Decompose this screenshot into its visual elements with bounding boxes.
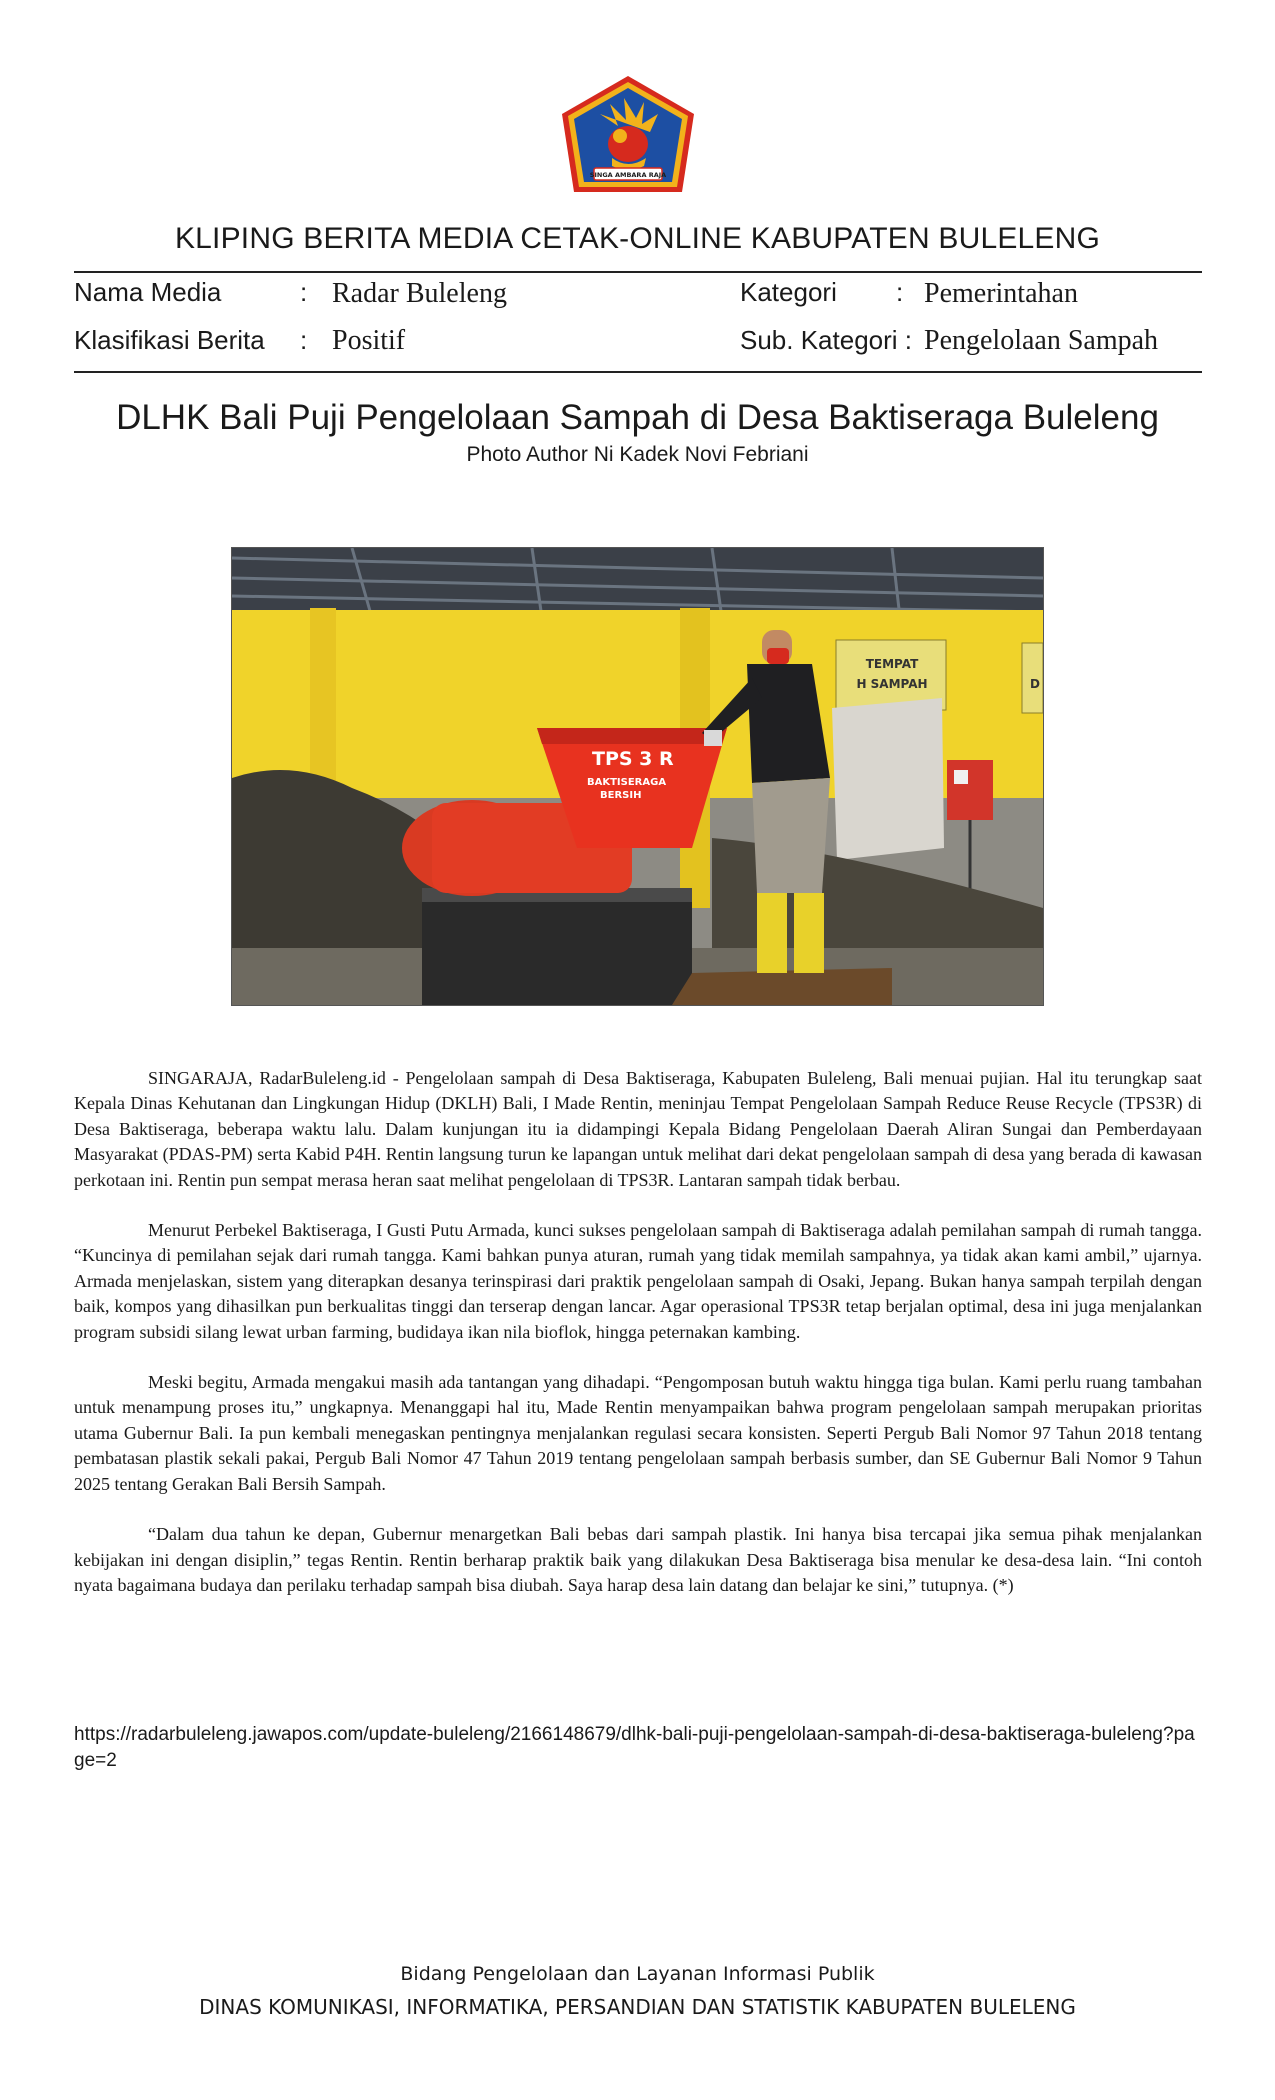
article-paragraph: “Dalam dua tahun ke depan, Gubernur menargetkan Bali bebas dari sampah plastik. Ini hanya bisa tercapai jika semua pihak menjalankan kebijakan ini dengan disiplin,” tegas Rentin. Rentin berharap praktik baik yang dilakukan Desa Baktiseraga bisa menular ke desa-desa lain. “Ini contoh nyata bagaimana budaya dan perilaku terhadap sampah bisa diubah. Saya harap desa lain datang dan belajar ke sini,” tutupnya. (*): [74, 1524, 1202, 1595]
banner-text-1: TEMPAT: [865, 657, 919, 671]
nama-media-value: Radar Buleleng: [332, 278, 507, 309]
banner-edge-text: D: [1030, 677, 1040, 691]
nama-media-colon: :: [300, 277, 308, 307]
machine-label-3: BERSIH: [600, 790, 642, 801]
banner-text-2: H SAMPAH: [856, 677, 928, 691]
divider-bottom: [74, 371, 1202, 373]
machine-label-1: TPS 3 R: [592, 748, 674, 770]
source-url[interactable]: https://radarbuleleng.jawapos.com/update-buleleng/2166148679/dlhk-bali-puji-pengelolaan-sampah-di-desa-baktiseraga-buleleng?page=2: [74, 1724, 1195, 1771]
divider-top: [74, 271, 1202, 273]
kategori-value: Pemerintahan: [924, 278, 1078, 309]
kategori-label: Kategori: [740, 277, 837, 307]
nama-media-label: Nama Media: [74, 277, 222, 307]
klasifikasi-label: Klasifikasi Berita: [74, 325, 265, 355]
article-headline: DLHK Bali Puji Pengelolaan Sampah di Desa Baktiseraga Buleleng: [116, 398, 1159, 437]
footer-agency: DINAS KOMUNIKASI, INFORMATIKA, PERSANDIAN DAN STATISTIK KABUPATEN BULELENG: [199, 1995, 1076, 2019]
article-body: [74, 1066, 1202, 1623]
kategori-colon: :: [896, 277, 904, 307]
sub-kategori-value: Pengelolaan Sampah: [924, 325, 1159, 356]
regency-emblem-logo: [560, 74, 696, 200]
article-paragraph: Meski begitu, Armada mengakui masih ada tantangan yang dihadapi. “Pengomposan butuh waktu hingga tiga bulan. Kami perlu ruang tambahan untuk menampung proses itu,” ungkapnya. Menanggapi hal itu, Made Rentin menyampaikan bahwa program pengelolaan sampah merupakan prioritas utama Gubernur Bali. Ia pun kembali menegaskan pentingnya menjalankan regulasi secara konsisten. Seperti Pergub Bali Nomor 97 Tahun 2018 tentang pembatasan plastik sekali pakai, Pergub Bali Nomor 47 Tahun 2019 tentang pengelolaan sampah berbasis sumber, dan SE Gubernur Bali Nomor 9 Tahun 2025 tentang Gerakan Bali Bersih Sampah.: [74, 1372, 1202, 1494]
sub-kategori-label: Sub. Kategori :: [740, 325, 912, 355]
machine-label-2: BAKTISERAGA: [587, 777, 667, 788]
page-title: KLIPING BERITA MEDIA CETAK-ONLINE KABUPATEN BULELENG: [174, 222, 1101, 255]
article-paragraph: SINGARAJA, RadarBuleleng.id - Pengelolaan sampah di Desa Baktiseraga, Kabupaten Buleleng, Bali menuai pujian. Hal itu terungkap saat Kepala Dinas Kehutanan dan Lingkungan Hidup (DKLH) Bali, I Made Rentin, meninjau Tempat Pengelolaan Sampah Reduce Reuse Recycle (TPS3R) di Desa Baktiseraga, beberapa waktu lalu. Dalam kunjungan itu ia didampingi Kepala Bidang Pengelolaan Daerah Aliran Sungai dan Pemberdayaan Masyarakat (PDAS-PM) serta Kabid P4H. Rentin langsung turun ke lapangan untuk melihat dari dekat pengelolaan sampah di desa yang berada di kawasan perkotaan ini. Rentin pun sempat merasa heran saat melihat pengelolaan di TPS3R. Lantaran sampah tidak berbau.: [74, 1068, 1202, 1190]
footer-department: Bidang Pengelolaan dan Layanan Informasi Publik: [400, 1963, 875, 1985]
news-photo: [231, 547, 1044, 1006]
klasifikasi-value: Positif: [332, 325, 406, 356]
photo-author: Photo Author Ni Kadek Novi Febriani: [466, 443, 809, 466]
article-paragraph: Menurut Perbekel Baktiseraga, I Gusti Putu Armada, kunci sukses pengelolaan sampah di Baktiseraga adalah pemilahan sampah di rumah tangga. “Kuncinya di pemilahan sejak dari rumah tangga. Kami bahkan punya aturan, rumah yang tidak memilah sampahnya, ya tidak akan kami ambil,” ujarnya. Armada menjelaskan, sistem yang diterapkan desanya terinspirasi dari praktik pengelolaan sampah di Osaki, Jepang. Bukan hanya sampah terpilah dengan baik, kompos yang dihasilkan pun berkualitas tinggi dan terserap dengan lancar. Agar operasional TPS3R tetap berjalan optimal, desa ini juga menjalankan program subsidi silang lewat urban farming, budidaya ikan nila bioflok, hingga peternakan kambing.: [74, 1220, 1202, 1342]
klasifikasi-colon: :: [300, 325, 308, 355]
logo-motto: SINGA AMBARA RAJA: [589, 171, 667, 179]
